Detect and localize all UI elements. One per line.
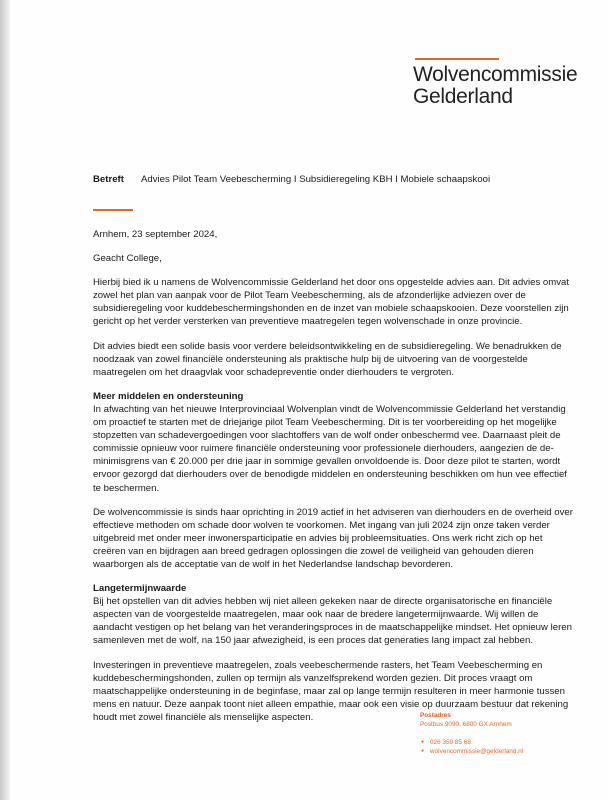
email-address[interactable]: wolvencommissie@gelderland.nl	[430, 748, 524, 755]
phone-row	[420, 738, 590, 747]
postadres-heading: Postadres	[420, 712, 451, 719]
page-edge-shadow	[0, 0, 10, 800]
subject-text: Advies Pilot Team Veebescherming I Subsidieregeling KBH I Mobiele schaapskooi	[141, 174, 491, 185]
phone-icon: ●	[420, 739, 425, 745]
paragraph-investeringen: Investeringen in preventieve maatregelen, zoals veebeschermende rasters, het Team Veebescherming en kuddebeschermingshonden, zullen op termijn als vanzelfsprekend worden gezien. Dit proces vraagt om maatschappelijke ondersteuning in de beginfase, maar zal op lange termijn resulteren in meer harmonie tussen mens en natuur. Deze aanpak toont niet alleen empathie, maar ook een visie op duurzaam bestuur dat rekening houdt met zowel financiële als menselijke aspecten.	[93, 659, 569, 723]
letterhead-logo	[413, 64, 577, 108]
postal-address: Postbus 9090, 6800 GX Arnhem	[420, 721, 512, 728]
email-icon: ●	[420, 748, 425, 754]
salutation: Geacht College,	[93, 253, 162, 265]
footer-address	[420, 711, 590, 756]
date-line: Arnhem, 23 september 2024,	[93, 229, 218, 240]
email-row	[420, 747, 590, 756]
subject-label: Betreft	[93, 174, 124, 185]
paragraph-intro: Hierbij bied ik u namens de Wolvencommissie Gelderland het door ons opgestelde advies aan. Dit advies omvat zowel het plan van aanpak voor de Pilot Team Veebescherming, als de afzonderlijke adviezen over de subsidieregeling voor kuddebeschermingshonden en de inzet van mobiele schaapskooien. Deze voorstellen zijn gericht op het verder versterken van preventieve maatregelen tegen wolvenschade in onze provincie.	[93, 277, 570, 328]
paragraph-basis: Dit advies biedt een solide basis voor verdere beleidsontwikkeling en de subsidieregeling. We benadrukken de noodzaak van zowel financiële ondersteuning als praktische hulp bij de uitvoering van de voorgestelde maatregelen om het draagvlak voor schadepreventie onder dierhouders te vergroten.	[93, 340, 562, 378]
heading-middelen: Meer middelen en ondersteuning	[93, 390, 244, 402]
letter-body	[93, 228, 573, 724]
heading-langetermijn: Langetermijnwaarde	[93, 583, 187, 595]
paragraph-commissie: De wolvencommissie is sinds haar oprichting in 2019 actief in het adviseren van dierhouders en de overheid over effectieve methoden om schade door wolven te voorkomen. Met ingang van juli 2024 zijn onze taken verder uitgebreid met onder meer inwonersparticipatie en advies bij probleemsituaties. Ons werk richt zich op het creëren van en bijdragen aan breed gedragen oplossingen die zowel de veiligheid van gehouden dieren waarborgen als de acceptatie van de wolf in het Nederlandse landschap bevorderen.	[93, 506, 573, 570]
paragraph-langetermijn: Bij het opstellen van dit advies hebben wij niet alleen gekeken naar de directe organisatorische en financiële aspecten van de voorgestelde maatregelen, maar ook naar de bredere langetermijnwaarde. Wij willen de aandacht vestigen op het belang van het veranderingsproces in de maatschappelijke mindset. Het opnieuw leren samenleven met de wolf, na 150 jaar afwezigheid, is een proces dat generaties lang impact zal hebben.	[93, 596, 572, 647]
subject-accent-rule	[93, 209, 133, 211]
letterhead-accent-rule	[415, 58, 499, 60]
subject-line	[93, 174, 490, 185]
logo-line-2: Gelderland	[413, 85, 513, 108]
phone-number: 026 359 85 68	[430, 739, 471, 746]
paragraph-pilot: In afwachting van het nieuwe Interprovinciaal Wolvenplan vindt de Wolvencommissie Gelderland het verstandig om proactief te starten met de driejarige pilot Team Veebescherming. Dit is ter voorbereiding op het mogelijke stopzetten van schadevergoedingen voor slachtoffers van de wolf onder onbeschermd vee. Daarnaast pleit de commissie opnieuw voor ruimere financiële ondersteuning voor professionele dierhouders, aangezien de de-minimisgrens van € 20.000 per drie jaar in sommige gevallen onvoldoende is. Door deze pilot te starten, wordt ervoor gezorgd dat dierhouders over de benodigde middelen en ondersteuning beschikken om hun vee effectief te beschermen.	[93, 403, 567, 494]
logo-line-1: Wolvencommissie	[413, 63, 578, 86]
